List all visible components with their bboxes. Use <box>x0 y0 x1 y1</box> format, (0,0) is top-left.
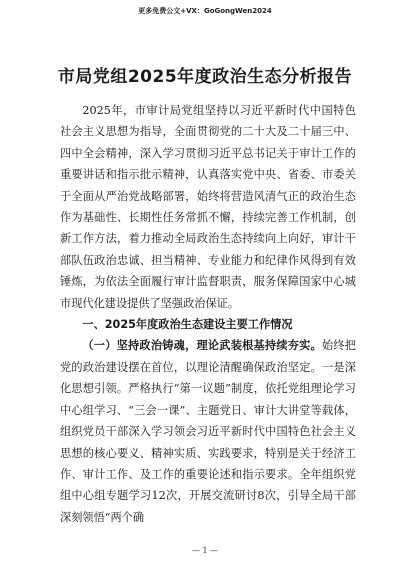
subsection-text: 始终把党的政治建设摆在首位，以理论清醒确保政治坚定。一是深化思想引领。严格执行“第一议题”制度，依托党组理论学习中心组学习、“三会一课”、主题党日、审计大讲堂等载体，组织党员干部深入学习领会习近平新时代中国特色社会主义思想的核心要义、精神实质、实践要求，特别是关于经济工作、审计工作、及工作的重要论述和指示要求。全年组织党组中心组专题学习12次，开展交流研讨8次，引导全局干部深刻领悟“两个确 <box>60 339 356 524</box>
page-number: — 1 — <box>191 546 219 555</box>
header-note: 更多免费公文+VX：GoGongWen2024 <box>138 7 272 15</box>
document-title: 市局党组2025年度政治生态分析报告 <box>57 67 353 87</box>
subsection-paragraph <box>60 335 356 528</box>
section-heading: 一、2025年度政治生态建设主要工作情况 <box>82 318 293 332</box>
intro-paragraph: 2025年，市审计局党组坚持以习近平新时代中国特色社会主义思想为指导，全面贯彻党的二十大及二十届三中、四中全会精神，深入学习贯彻习近平总书记关于审计工作的重要讲话和指示批示精神，认真落实党中央、省委、市委关于全面从严治党战略部署，始终将营造风清气正的政治生态作为基础性、长期性任务常抓不懈，持续完善工作机制，创新工作方法，着力推动全局政治生态持续向上向好，审计干部队伍政治忠诚、担当精神、专业能力和纪律作风得到有效锤炼，为依法全面履行审计监督职责，服务保障国家中心城市现代化建设提供了坚强政治保证。 <box>60 104 356 310</box>
subsection-lead: （一）坚持政治铸魂，理论武装根基持续夯实。 <box>82 339 322 353</box>
document-body <box>60 100 356 528</box>
